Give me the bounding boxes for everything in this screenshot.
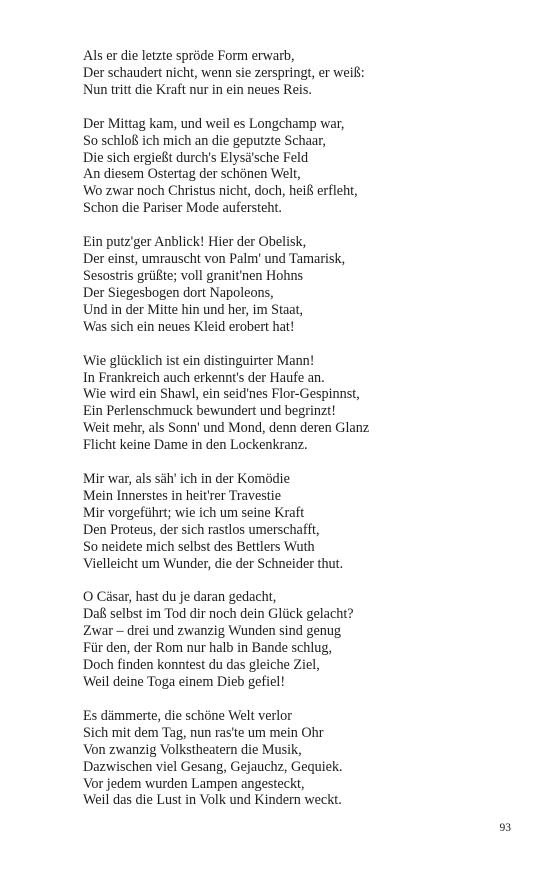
verse-line: Und in der Mitte hin und her, im Staat, xyxy=(83,301,304,318)
verse-line: Was sich ein neues Kleid erobert hat! xyxy=(83,318,295,335)
verse-line: Ein putz'ger Anblick! Hier der Obelisk, xyxy=(83,234,307,251)
verse-line: Von zwanzig Volkstheatern die Musik, xyxy=(83,741,302,758)
verse-line: An diesem Ostertag der schönen Welt, xyxy=(83,166,301,183)
verse-line: Der Mittag kam, und weil es Longchamp war, xyxy=(83,115,345,132)
verse-line: Der Siegesbogen dort Napoleons, xyxy=(83,284,274,301)
verse-line: Für den, der Rom nur halb in Bande schlug, xyxy=(83,640,333,657)
verse-line: Dazwischen viel Gesang, Gejauchz, Gequiek. xyxy=(83,758,343,775)
verse-line: Der schaudert nicht, wenn sie zerspringt, er weiß: xyxy=(83,64,365,81)
verse-line: Wo zwar noch Christus nicht, doch, heiß erfleht, xyxy=(83,183,358,200)
verse-line: Die sich ergießt durch's Elysä'sche Feld xyxy=(83,149,309,166)
stanza xyxy=(83,708,523,809)
verse-line: In Frankreich auch erkennt's der Haufe an. xyxy=(83,369,325,386)
verse-line: Sich mit dem Tag, nun ras'te um mein Ohr xyxy=(83,724,324,741)
verse-line: Flicht keine Dame in den Lockenkranz. xyxy=(83,437,308,454)
verse-line: O Cäsar, hast du je daran gedacht, xyxy=(83,589,277,606)
verse-line: Sesostris grüßte; voll granit'nen Hohns xyxy=(83,267,304,284)
verse-line: Weil deine Toga einem Dieb gefiel! xyxy=(83,674,286,690)
verse-line: Mein Innerstes in heit'rer Travestie xyxy=(83,487,281,504)
stanza xyxy=(83,353,523,454)
verse-line: Vielleicht um Wunder, die der Schneider thut. xyxy=(83,555,344,572)
verse-line: Wie glücklich ist ein distinguirter Mann! xyxy=(83,352,315,369)
verse-line: Den Proteus, der sich rastlos umerschafft, xyxy=(83,521,320,538)
stanza xyxy=(83,471,523,572)
verse-line: Daß selbst im Tod dir noch dein Glück gelacht? xyxy=(83,606,354,623)
verse-line: Wie wird ein Shawl, ein seid'nes Flor-Gespinnst, xyxy=(83,386,360,403)
verse-line: Schon die Pariser Mode aufersteht. xyxy=(83,200,282,217)
verse-line: Es dämmerte, die schöne Welt verlor xyxy=(83,707,292,724)
verse-line: Doch finden konntest du das gleiche Ziel, xyxy=(83,657,320,674)
verse-line: Mir war, als säh' ich in der Komödie xyxy=(83,471,290,488)
verse-line: Zwar – drei und zwanzig Wunden sind genug xyxy=(83,623,342,640)
verse-line: So schloß ich mich an die geputzte Schaar, xyxy=(83,132,326,149)
verse-line: Nun tritt die Kraft nur in ein neues Reis. xyxy=(83,81,312,98)
poem-body xyxy=(83,48,523,826)
page-number: 93 xyxy=(499,822,511,834)
verse-line: Weil das die Lust in Volk und Kindern weckt. xyxy=(83,792,342,809)
verse-line: Als er die letzte spröde Form erwarb, xyxy=(83,48,295,64)
stanza xyxy=(83,234,523,335)
stanza xyxy=(83,116,523,217)
verse-line: Ein Perlenschmuck bewundert und begrinzt! xyxy=(83,403,336,420)
verse-line: So neidete mich selbst des Bettlers Wuth xyxy=(83,538,315,555)
verse-line: Der einst, umrauscht von Palm' und Tamarisk, xyxy=(83,251,346,268)
stanza xyxy=(83,589,523,690)
stanza xyxy=(83,48,523,99)
verse-line: Mir vorgeführt; wie ich um seine Kraft xyxy=(83,504,305,521)
verse-line: Vor jedem wurden Lampen angesteckt, xyxy=(83,775,305,792)
verse-line: Weit mehr, als Sonn' und Mond, denn deren Glanz xyxy=(83,420,370,437)
